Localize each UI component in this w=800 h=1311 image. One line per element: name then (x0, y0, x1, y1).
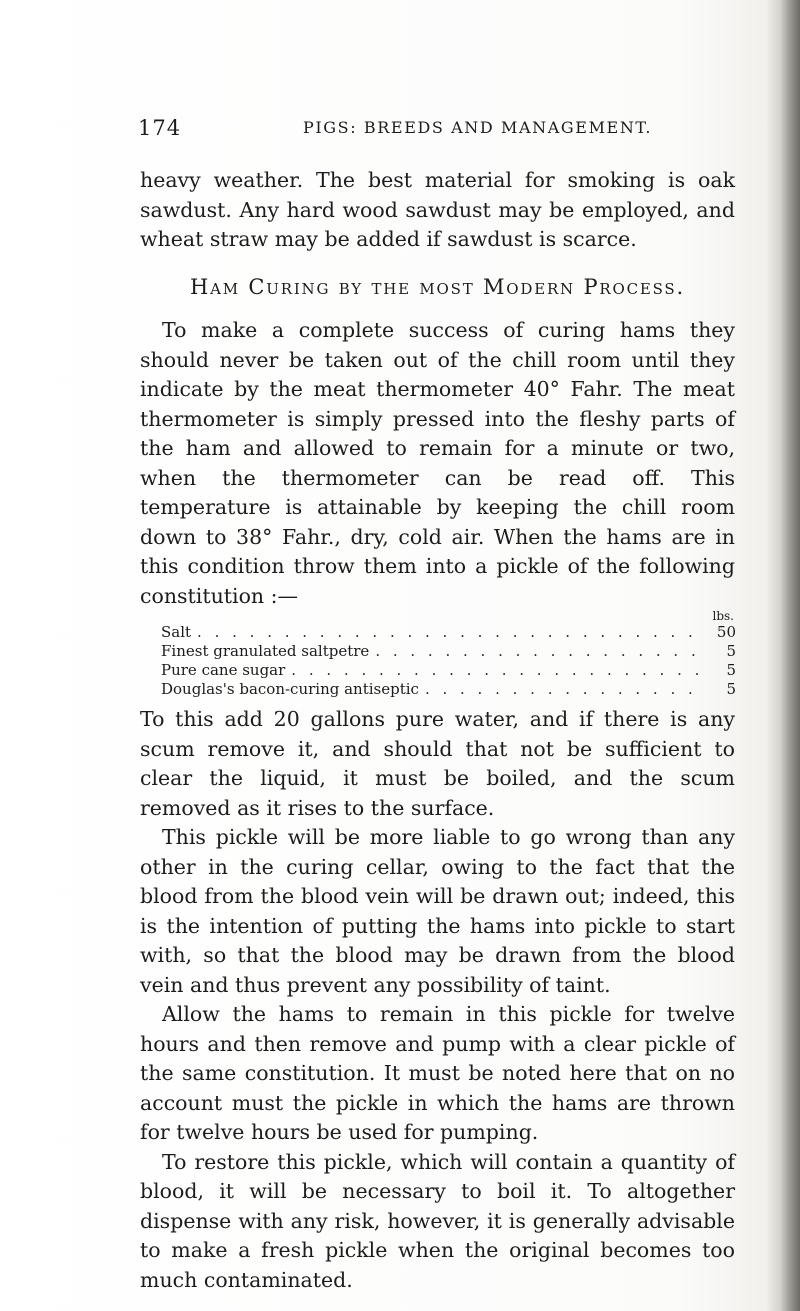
paragraph: Allow the hams to remain in this pickle for twelve hours and then remove and pump with a clear pickle of the same constitution. It must be noted here that on no account must the pickle in which the hams are thrown for twelve hours be used for pumping. (140, 1002, 735, 1144)
ingredient-row (161, 623, 736, 642)
dot-leader (375, 642, 706, 661)
paragraph-continued: heavy weather. The best material for smoking is oak sawdust. Any hard wood sawdust may be employed, and wheat straw may be added if sawdust is scarce. (140, 168, 735, 251)
paragraph: To restore this pickle, which will contain a quantity of blood, it will be necessary to boil it. To altogether dispense with any risk, however, it is generally advisable to make a fresh pickle when the original becomes too much contaminated. (140, 1149, 735, 1292)
ingredient-name: Finest granulated saltpetre (161, 642, 370, 660)
page-edge-shadow (766, 0, 800, 1311)
paragraph: To make a complete success of curing hams they should never be taken out of the chill room until they indicate by the meat thermometer 40° Fahr. The meat thermometer is simply pressed into the fleshy parts of the ham and allowed to remain for a minute or two, when the thermometer can be read off. This temperature is attainable by keeping the chill room down to 38° Fahr., dry, cold air. When the hams are in this condition throw them into a pickle of the following constitution :— (140, 318, 735, 608)
dot-leader (425, 680, 706, 699)
paragraph: This pickle will be more liable to go wrong than any other in the curing cellar, owing to the fact that the blood from the blood vein will be drawn out; indeed, this is the intention of putting the hams into pickle to start with, so that the blood may be drawn from the blood vein and thus prevent any possibility of taint. (140, 825, 735, 997)
text-column (140, 166, 735, 1295)
ingredient-row (161, 680, 736, 699)
paragraph: To this add 20 gallons pure water, and if there is any scum remove it, and should that not be sufficient to clear the liquid, it must be boiled, and the scum removed as it rises to the surface. (140, 707, 735, 820)
page-number: 174 (138, 116, 182, 140)
running-head (0, 116, 800, 140)
dot-leader (197, 623, 706, 642)
running-title: PIGS: BREEDS AND MANAGEMENT. (303, 118, 653, 137)
ingredient-name: Douglas's bacon-curing antiseptic (161, 680, 419, 698)
ingredient-quantity: 5 (726, 680, 736, 698)
dot-leader (291, 661, 706, 680)
ingredient-name: Salt (161, 623, 192, 641)
ingredient-quantity: 5 (726, 642, 736, 660)
recipe-table (161, 609, 736, 699)
ingredient-quantity: 50 (716, 623, 736, 641)
ingredient-quantity: 5 (726, 661, 736, 679)
ingredient-row (161, 661, 736, 680)
ingredient-name: Pure cane sugar (161, 661, 286, 679)
section-heading: Ham Curing by the most Modern Process. (190, 274, 685, 299)
ingredient-row (161, 642, 736, 661)
unit-header: lbs. (712, 609, 734, 623)
